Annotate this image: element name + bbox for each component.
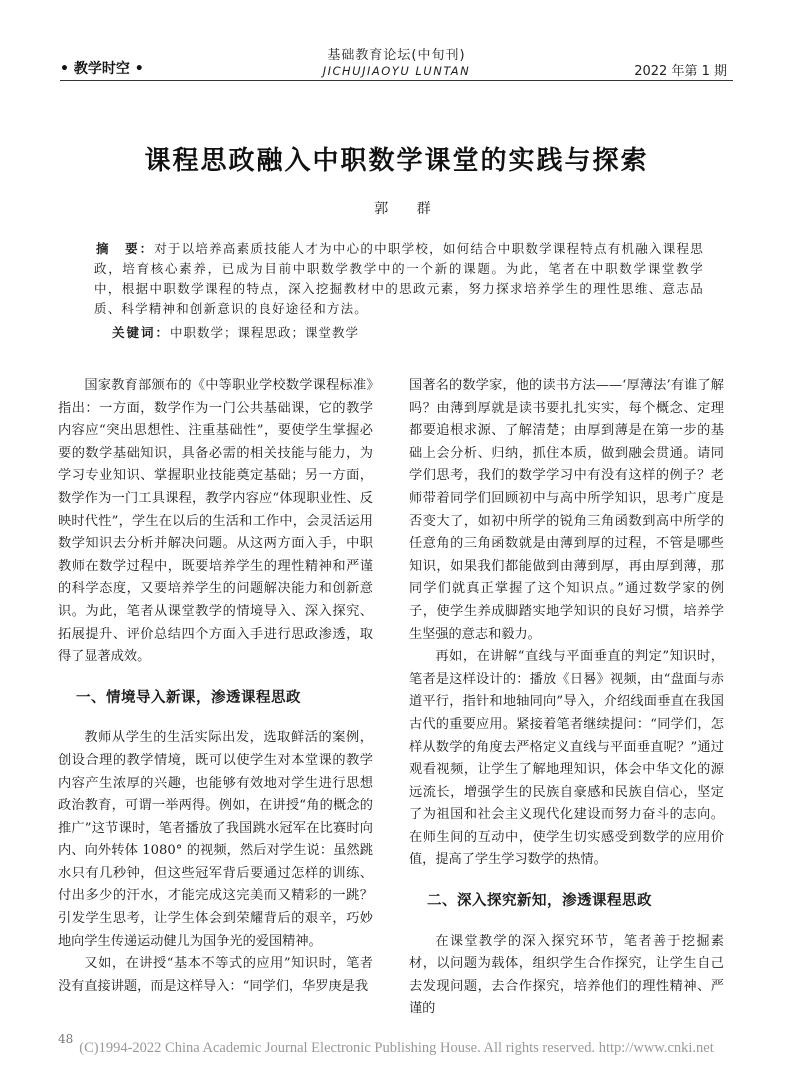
copyright-watermark: (C)1994-2022 China Academic Journal Electronic Publishing House. All rights reserved. http://www.cnki.net (79, 1040, 714, 1056)
section-heading-2: 二、深入探究新知，渗透课程思政 (427, 893, 652, 910)
body-paragraph: 又如，在讲授“基本不等式的应用”知识时，笔者没有直接讲题，而是这样导入：“同学们，华罗庚是我 (58, 956, 373, 994)
keywords (112, 323, 712, 341)
body-paragraph: 在课堂教学的深入探究环节，笔者善于挖掘素材，以问题为载体，组织学生合作探究，让学生自己去发现问题，去合作探究，培养他们的理性精神、严谨的 (409, 933, 724, 1017)
article-author: 郭 群 (374, 201, 443, 217)
keywords-text: 中职数学；课程思政；课堂教学 (170, 325, 360, 340)
right-column (409, 375, 724, 1021)
journal-title-cn: 基础教育论坛(中旬刊) (327, 48, 466, 63)
header-section-label: • 教学时空 • (60, 61, 144, 77)
body-paragraph: 国著名的数学家，他的读书方法——‘厚薄法’有谁了解吗？由薄到厚就是读书要扎扎实实，每个概念、定理都要追根求源、了解清楚；由厚到薄是在第一步的基础上会分析、归纳，抓住本质，做到融会贯通。请同学们思考，我们的数学学习中有没有这样的例子？老师带着同学们回顾初中与高中所学知识，思考广度是否变大了，如初中所学的锐角三角函数到高中所学的任意角的三角函数就是由薄到厚的过程，不管是哪些知识，如果我们都能做到由薄到厚，再由厚到薄，那同学们就真正掌握了这个知识点。”通过数学家的例子，使学生养成脚踏实地学知识的良好习惯，培养学生坚强的意志和毅力。 (409, 378, 724, 642)
issue-label: 2022 年第 1 期 (634, 64, 727, 79)
header-divider (60, 80, 733, 81)
abstract (94, 239, 704, 319)
page-number: 48 (58, 1032, 74, 1046)
left-column (58, 375, 373, 998)
journal-title-en: JICHUJIAOYU LUNTAN (322, 64, 471, 78)
abstract-text: 对于以培养高素质技能人才为中心的中职学校，如何结合中职数学课程特点有机融入课程思政，培育核心素养，已成为目前中职数学教学中的一个新的课题。为此，笔者在中职数学课堂教学中，根据中职数学课程的特点，深入挖掘教材中的思政元素，努力探求培养学生的理性思维、意志品质、科学精神和创新意识的良好途径和方法。 (94, 241, 704, 316)
keywords-label: 关键词： (112, 325, 171, 340)
abstract-label: 摘 要： (96, 241, 155, 256)
body-paragraph: 再如，在讲解“直线与平面垂直的判定”知识时，笔者是这样设计的：播放《日晷》视频，由“盘面与赤道平行，指针和地轴同向”导入，介绍线面垂直在我国古代的重要应用。紧接着笔者继续提问：“同学们，怎样从数学的角度去严格定义直线与平面垂直呢？”通过观看视频，让学生了解地理知识，体会中华文化的源远流长，增强学生的民族自豪感和民族自信心，坚定了为祖国和社会主义现代化建设而努力奋斗的志向。在师生间的互动中，使学生切实感受到数学的应用价值，提高了学生学习数学的热情。 (409, 649, 724, 868)
body-paragraph: 国家教育部颁布的《中等职业学校数学课程标准》指出：一方面，数学作为一门公共基础课，它的教学内容应“突出思想性、注重基础性”，要使学生掌握必要的数学基础知识，具备必需的相关技能与能力，为学习专业知识、掌握职业技能奠定基础；另一方面，数学作为一门工具课程，教学内容应“体现职业性、反映时代性”，学生在以后的生活和工作中，会灵活运用数学知识去分析并解决问题。从这两方面入手，中职教师在数学过程中，既要培养学生的理性精神和严谨的科学态度，又要培养学生的问题解决能力和创新意识。为此，笔者从课堂教学的情境导入、深入探究、拓展提升、评价总结四个方面入手进行思政渗透，取得了显著成效。 (58, 378, 373, 665)
article-title: 课程思政融入中职数学课堂的实践与探索 (144, 146, 649, 176)
section-heading-1: 一、情境导入新课，渗透课程思政 (76, 689, 301, 706)
body-paragraph: 教师从学生的生活实际出发，选取鲜活的案例，创设合理的教学情境，既可以使学生对本堂课的教学内容产生浓厚的兴趣，也能够有效地对学生进行思想政治教育，可谓一举两得。例如，在讲授“角的概念的推广”这节课时，笔者播放了我国跳水冠军在比赛时向内、向外转体 1080° 的视频，然后对学生说：虽然跳水只有几秒钟，但这些冠军背后要通过怎样的训练、付出多少的汗水，才能完成这完美而又精彩的一跳？引发学生思考，让学生体会到荣耀背后的艰辛，巧妙地向学生传递运动健儿为国争光的爱国精神。 (58, 730, 373, 949)
